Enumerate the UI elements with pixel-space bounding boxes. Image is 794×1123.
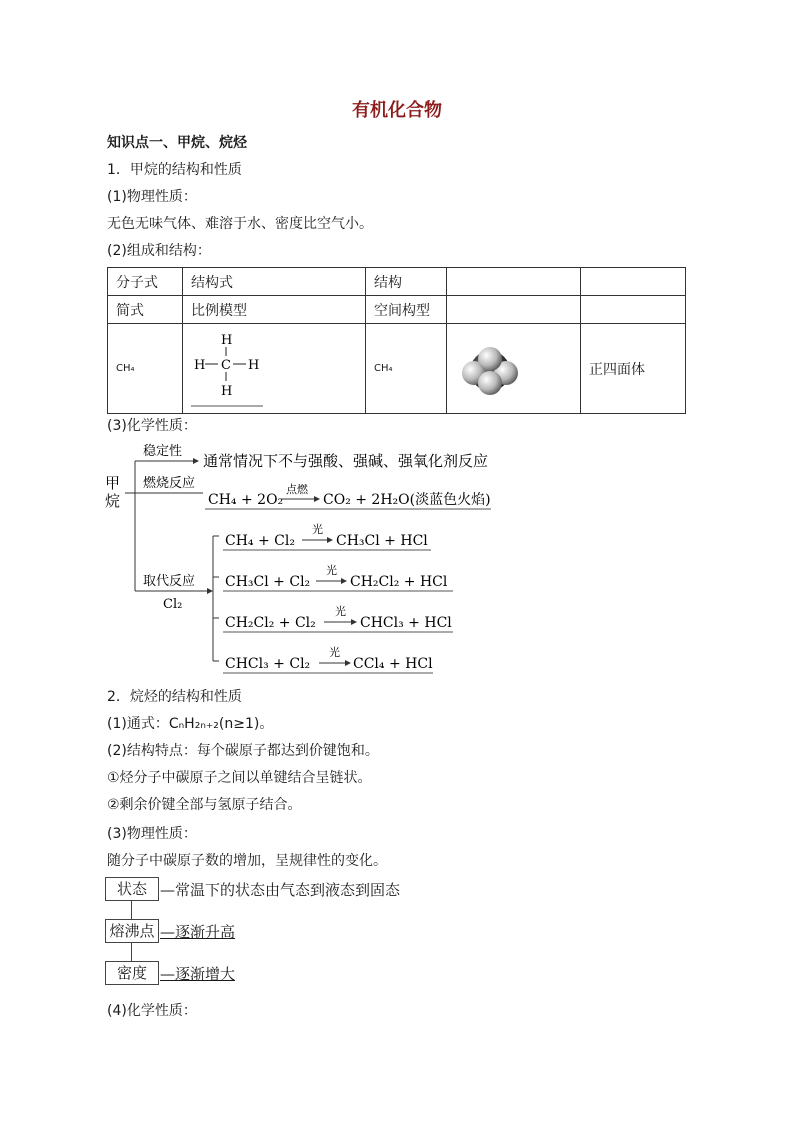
physical-properties-text: 无色无味气体、难溶于水、密度比空气小。 bbox=[107, 216, 373, 232]
table-cell: 比例模型 bbox=[183, 296, 366, 324]
light-condition: 光 bbox=[312, 523, 323, 536]
chemical-properties-label: (3)化学性质： bbox=[107, 418, 197, 434]
table-cell bbox=[447, 268, 581, 296]
table-cell: 简式 bbox=[108, 296, 183, 324]
flow-box-state: 状态 bbox=[105, 877, 159, 901]
physical-properties-label: (1)物理性质： bbox=[107, 189, 197, 205]
reaction-reactants: CH₂Cl₂ + Cl₂ bbox=[225, 615, 316, 631]
substitution-reaction-2 bbox=[213, 563, 453, 591]
combustion-condition: 点燃 bbox=[286, 483, 308, 496]
table-cell-formula: CH₄ bbox=[366, 324, 447, 414]
structure-feature-item: ①烃分子中碳原子之间以单键结合呈链状。 bbox=[107, 770, 372, 786]
substitution-reaction-3 bbox=[213, 604, 453, 632]
physical-properties-text: 随分子中碳原子数的增加，呈规律性的变化。 bbox=[107, 853, 387, 869]
flow-connector bbox=[131, 900, 132, 919]
table-row bbox=[108, 268, 686, 296]
branch-label-substitution: 取代反应 bbox=[143, 574, 196, 589]
substitution-reaction-1 bbox=[213, 522, 431, 550]
table-cell: 结构 bbox=[366, 268, 447, 296]
structure-feature-item: ②剩余价键全部与氢原子结合。 bbox=[107, 797, 302, 813]
section-heading: 知识点一、甲烷、烷烃 bbox=[107, 135, 247, 151]
reaction-reactants: CH₄ + Cl₂ bbox=[225, 533, 295, 549]
branch-label-stability: 稳定性 bbox=[143, 444, 183, 459]
reaction-reactants: CH₃Cl + Cl₂ bbox=[225, 574, 311, 590]
reaction-reactants: CHCl₃ + Cl₂ bbox=[225, 656, 311, 672]
light-condition: 光 bbox=[335, 605, 346, 618]
table-cell-model bbox=[447, 324, 581, 414]
flow-box-density: 密度 bbox=[105, 961, 159, 985]
branch-text-stability: 通常情况下不与强酸、强碱、强氧化剂反应 bbox=[203, 452, 489, 470]
table-cell bbox=[581, 296, 686, 324]
flow-box-melting-point: 熔沸点 bbox=[105, 919, 159, 943]
chemical-properties-label: (4)化学性质： bbox=[107, 1003, 197, 1019]
light-condition: 光 bbox=[326, 564, 337, 577]
diagram-root-label: 烷 bbox=[105, 492, 121, 510]
table-row bbox=[108, 296, 686, 324]
reaction-products: CH₃Cl + HCl bbox=[336, 533, 428, 549]
page-title: 有机化合物 bbox=[352, 100, 442, 121]
table-row bbox=[108, 324, 686, 414]
light-condition: 光 bbox=[329, 646, 340, 659]
reaction-products: CH₂Cl₂ + HCl bbox=[350, 574, 448, 590]
hydrogen-atom-label: H bbox=[221, 332, 233, 348]
table-cell bbox=[447, 296, 581, 324]
structure-feature: (2)结构特点：每个碳原子都达到价键饱和。 bbox=[107, 743, 379, 759]
substitution-reagent: Cl₂ bbox=[163, 597, 183, 612]
flow-text-state: —常温下的状态由气态到液态到固态 bbox=[160, 881, 401, 899]
diagram-root-label: 甲 bbox=[105, 474, 121, 492]
physical-properties-label: (3)物理性质： bbox=[107, 826, 197, 842]
structural-formula-diagram bbox=[191, 329, 271, 409]
hydrogen-atom-label: H bbox=[248, 357, 260, 373]
table-cell: 分子式 bbox=[108, 268, 183, 296]
flow-text-melting-point: —逐渐升高 bbox=[160, 923, 236, 941]
substitution-reaction-4 bbox=[213, 645, 433, 673]
general-formula: (1)通式：CₙH₂ₙ₊₂(n≥1)。 bbox=[107, 716, 274, 732]
hydrogen-atom-label: H bbox=[194, 357, 206, 373]
table-cell-formula: CH₄ bbox=[108, 324, 183, 414]
subheading-alkanes: 2．烷烃的结构和性质 bbox=[107, 689, 242, 705]
branch-label-combustion: 燃烧反应 bbox=[143, 476, 196, 491]
table-cell: 空间构型 bbox=[366, 296, 447, 324]
table-cell bbox=[581, 268, 686, 296]
composition-label: (2)组成和结构： bbox=[107, 243, 211, 259]
structure-table bbox=[107, 267, 686, 414]
subheading-methane: 1．甲烷的结构和性质 bbox=[107, 162, 242, 178]
methane-reactions-diagram bbox=[95, 436, 515, 676]
table-cell-shape: 正四面体 bbox=[581, 324, 686, 414]
flow-text-density: —逐渐增大 bbox=[160, 965, 236, 983]
table-cell: 结构式 bbox=[183, 268, 366, 296]
combustion-products: CO₂ + 2H₂O(淡蓝色火焰) bbox=[323, 492, 491, 508]
table-cell-structural-formula bbox=[183, 324, 366, 414]
reaction-products: CHCl₃ + HCl bbox=[360, 615, 452, 631]
hydrogen-atom-label: H bbox=[221, 383, 233, 399]
combustion-reactants: CH₄ + 2O₂ bbox=[208, 492, 284, 508]
space-filling-model-image bbox=[455, 337, 525, 401]
flow-connector bbox=[131, 942, 132, 961]
carbon-atom-label: C bbox=[221, 357, 231, 373]
reaction-products: CCl₄ + HCl bbox=[353, 656, 433, 672]
